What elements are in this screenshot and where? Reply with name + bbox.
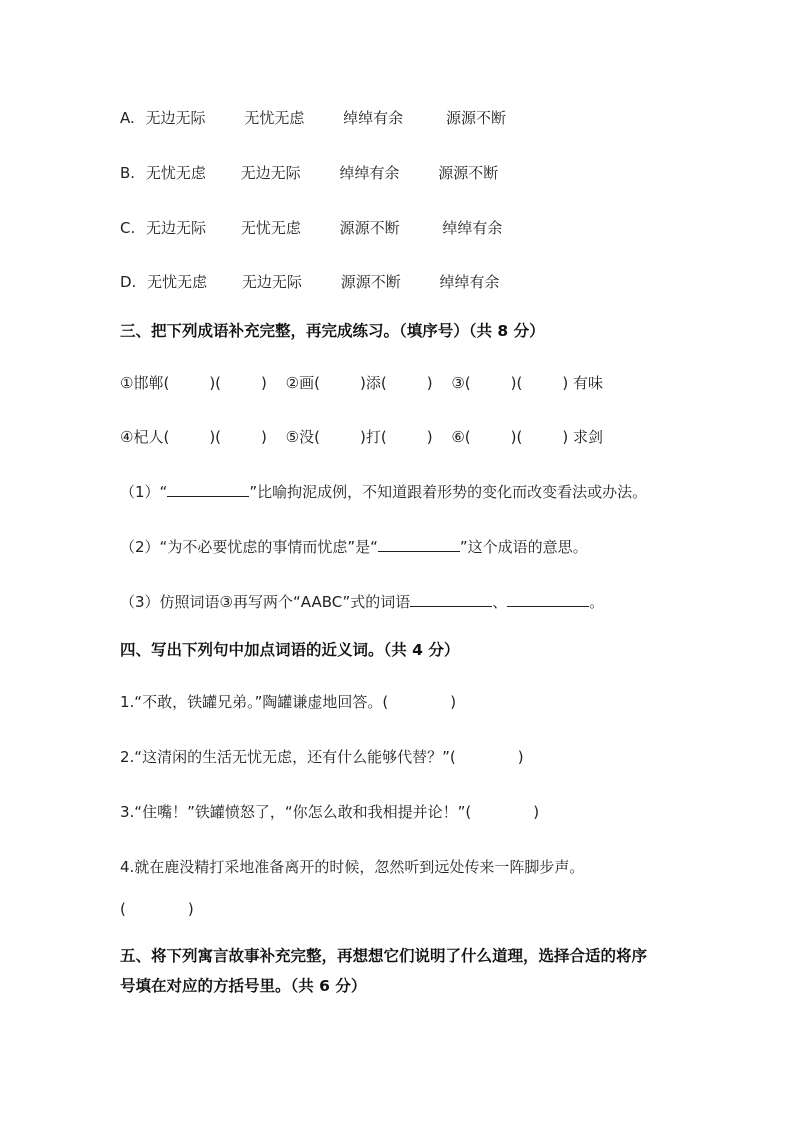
option-item: 无边无际 bbox=[241, 273, 302, 291]
q3-separator: 、 bbox=[492, 593, 508, 611]
idiom-6-start: ⑥( bbox=[451, 428, 471, 446]
idiom-4-start: ④杞人( bbox=[120, 428, 170, 446]
option-label: C. bbox=[120, 219, 136, 237]
idiom-5-start: ⑤没( bbox=[285, 428, 320, 446]
section3-heading: 三、把下列成语补充完整，再完成练习。（填序号）（共 8 分） bbox=[120, 322, 545, 340]
option-item: 源源不断 bbox=[340, 273, 401, 291]
option-label: D. bbox=[120, 273, 137, 291]
option-b bbox=[120, 162, 498, 184]
q3-prefix: （3）仿照词语③再写两个“AABC”式的词语 bbox=[120, 593, 411, 611]
idiom-2-start: ②画( bbox=[285, 374, 320, 392]
paren-close: ) bbox=[533, 803, 540, 821]
idiom-6-mid: )( bbox=[510, 428, 523, 446]
idiom-3-start: ③( bbox=[451, 374, 471, 392]
section3-question-3 bbox=[120, 591, 604, 613]
option-a bbox=[120, 107, 506, 129]
idiom-2-mid: )添( bbox=[359, 374, 387, 392]
idiom-4-end: ) bbox=[261, 428, 267, 446]
section4-question-2 bbox=[120, 746, 524, 768]
option-d bbox=[120, 271, 500, 293]
paren-open: ( bbox=[120, 900, 126, 918]
section4-heading: 四、写出下列句中加点词语的近义词。（共 4 分） bbox=[120, 641, 460, 659]
option-item: 无忧无虑 bbox=[147, 273, 208, 291]
idiom-1-start: ①邯郸( bbox=[120, 374, 170, 392]
answer-blank[interactable] bbox=[167, 482, 249, 497]
section5-heading-line1: 五、将下列寓言故事补充完整，再想想它们说明了什么道理，选择合适的将序 bbox=[120, 947, 648, 965]
option-item: 源源不断 bbox=[438, 164, 499, 182]
section3-question-2 bbox=[120, 536, 588, 558]
section3-question-1 bbox=[120, 481, 647, 503]
s4-q1-text: 1.“不敢，铁罐兄弟。”陶罐谦虚地回答。( bbox=[120, 693, 389, 711]
s4-q3-text: 3.“住嘴！”铁罐愤怒了，“你怎么敢和我相提并论！”( bbox=[120, 803, 472, 821]
idiom-1-mid: )( bbox=[209, 374, 222, 392]
option-label: A. bbox=[120, 109, 135, 127]
answer-blank[interactable] bbox=[378, 537, 460, 552]
q2-suffix: ”这个成语的意思。 bbox=[459, 538, 588, 556]
option-item: 绰绰有余 bbox=[439, 273, 500, 291]
option-item: 无边无际 bbox=[240, 164, 301, 182]
section4-question-4-answer bbox=[120, 898, 194, 920]
idiom-2-end: ) bbox=[426, 374, 433, 392]
idiom-3-mid: )( bbox=[510, 374, 523, 392]
option-item: 无边无际 bbox=[146, 219, 207, 237]
section4-question-3 bbox=[120, 801, 539, 823]
idiom-row-2 bbox=[120, 426, 603, 448]
paren-close: ) bbox=[450, 693, 457, 711]
section4-question-4: 4.就在鹿没精打采地准备离开的时候，忽然听到远处传来一阵脚步声。 bbox=[120, 858, 585, 876]
idiom-4-mid: )( bbox=[209, 428, 222, 446]
paren-close: ) bbox=[187, 900, 194, 918]
q2-prefix: （2）“为不必要忧虑的事情而忧虑”是“ bbox=[120, 538, 378, 556]
option-item: 绰绰有余 bbox=[442, 219, 503, 237]
option-c bbox=[120, 217, 502, 239]
answer-blank[interactable] bbox=[410, 592, 492, 607]
option-item: 源源不断 bbox=[339, 219, 400, 237]
idiom-6-end: ) 求剑 bbox=[562, 428, 603, 446]
option-item: 无忧无虑 bbox=[244, 109, 305, 127]
option-item: 绰绰有余 bbox=[343, 109, 404, 127]
s4-q2-text: 2.“这清闲的生活无忧无虑，还有什么能够代替？”( bbox=[120, 748, 456, 766]
idiom-5-mid: )打( bbox=[359, 428, 387, 446]
option-item: 无忧无虑 bbox=[240, 219, 301, 237]
option-item: 绰绰有余 bbox=[339, 164, 400, 182]
answer-blank[interactable] bbox=[507, 592, 589, 607]
section4-question-1 bbox=[120, 691, 456, 713]
idiom-row-1 bbox=[120, 372, 603, 394]
q3-suffix: 。 bbox=[589, 593, 605, 611]
idiom-3-end: ) 有味 bbox=[562, 374, 603, 392]
section5-heading-line2: 号填在对应的方括号里。（共 6 分） bbox=[120, 977, 367, 995]
q1-suffix: ”比喻拘泥成例，不知道跟着形势的变化而改变看法或办法。 bbox=[249, 483, 648, 501]
paren-close: ) bbox=[517, 748, 524, 766]
q1-prefix: （1）“ bbox=[120, 483, 168, 501]
idiom-5-end: ) bbox=[426, 428, 433, 446]
option-item: 无边无际 bbox=[145, 109, 206, 127]
option-item: 无忧无虑 bbox=[145, 164, 206, 182]
option-label: B. bbox=[120, 164, 136, 182]
idiom-1-end: ) bbox=[261, 374, 267, 392]
option-item: 源源不断 bbox=[445, 109, 506, 127]
